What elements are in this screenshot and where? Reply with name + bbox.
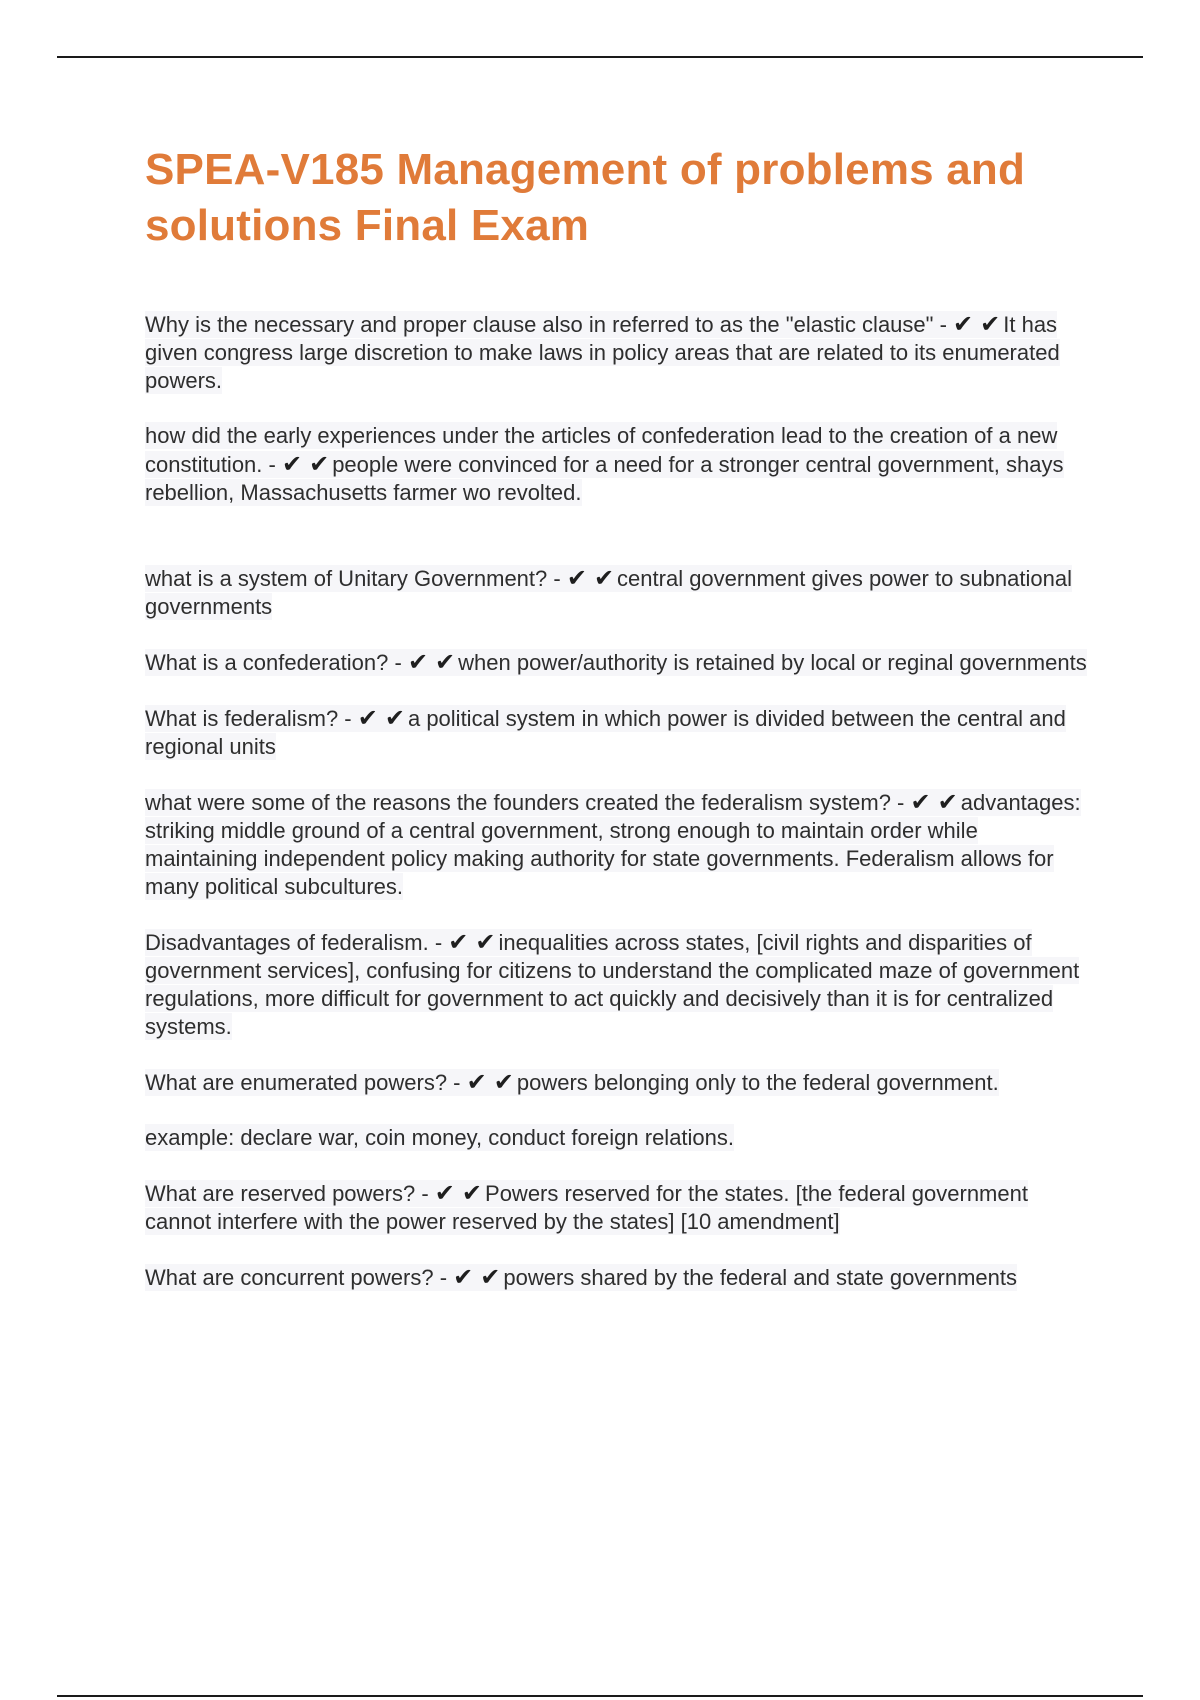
answer-text: central government gives power to subnational governments <box>145 566 1072 619</box>
answer-text: people were convinced for a need for a stronger central government, shays rebellion, Massachusetts farmer wo revolted. <box>145 452 1064 505</box>
qa-entry <box>145 788 1090 901</box>
question-text: What are reserved powers? - <box>145 1181 429 1206</box>
check-icon: ✔ <box>493 1068 514 1096</box>
answer-text: advantages: striking middle ground of a central government, strong enough to maintain order while maintaining independent policy making authority for state governments. Federalism allows for many political subcultures. <box>145 790 1081 899</box>
question-text: Why is the necessary and proper clause also in referred to as the "elastic clause" - <box>145 312 947 337</box>
qa-entry <box>145 928 1090 1041</box>
check-icon: ✔ <box>407 648 429 676</box>
answer-text: when power/authority is retained by local or reginal governments <box>458 650 1087 675</box>
document-body <box>145 142 1090 1319</box>
check-icon: ✔ <box>281 450 303 478</box>
qa-entry <box>145 1068 1090 1097</box>
qa-entry-example <box>145 1124 1090 1152</box>
question-text: how did the early experiences under the articles of confederation lead to the creation of a new constitution. - <box>145 423 1058 477</box>
qa-entry <box>145 564 1090 621</box>
qa-entry <box>145 1179 1090 1236</box>
check-icon: ✔ <box>475 928 496 956</box>
check-icon: ✔ <box>593 564 615 592</box>
check-icon: ✔ <box>910 788 931 816</box>
document-title: SPEA-V185 Management of problems and solutions Final Exam <box>145 145 1026 250</box>
question-text: What is a confederation? - <box>145 650 402 675</box>
question-text: what is a system of Unitary Government? - <box>145 566 561 591</box>
check-icon: ✔ <box>937 788 958 816</box>
qa-entry <box>145 310 1090 395</box>
answer-text: powers shared by the federal and state governments <box>503 1265 1018 1290</box>
check-icon: ✔ <box>953 310 974 338</box>
check-icon: ✔ <box>384 704 405 732</box>
answer-text: powers belonging only to the federal government. <box>516 1070 999 1095</box>
check-icon: ✔ <box>434 1179 455 1207</box>
check-icon: ✔ <box>461 1179 483 1207</box>
question-text: what were some of the reasons the founders created the federalism system? - <box>145 790 905 815</box>
top-divider <box>57 56 1143 58</box>
check-icon: ✔ <box>309 450 330 478</box>
check-icon: ✔ <box>448 928 469 956</box>
question-text: What is federalism? - <box>145 706 352 731</box>
answer-text: example: declare war, coin money, conduct foreign relations. <box>145 1125 735 1150</box>
check-icon: ✔ <box>980 310 1001 338</box>
bottom-divider <box>57 1695 1143 1697</box>
question-text: Disadvantages of federalism. - <box>145 930 443 955</box>
answer-text: a political system in which power is divided between the central and regional units <box>145 706 1066 759</box>
answer-text: inequalities across states, [civil rights and disparities of government services], confusing for citizens to understand the complicated maze of government regulations, more difficult for government to act quickly and decisively than it is for centralized systems. <box>145 930 1080 1039</box>
check-icon: ✔ <box>453 1263 474 1291</box>
qa-entry <box>145 648 1090 677</box>
answer-text: It has given congress large discretion to make laws in policy areas that are related to its enumerated powers. <box>145 312 1060 393</box>
check-icon: ✔ <box>466 1068 487 1096</box>
question-text: What are enumerated powers? - <box>145 1070 461 1095</box>
check-icon: ✔ <box>357 704 378 732</box>
question-text: What are concurrent powers? - <box>145 1265 448 1290</box>
qa-entry <box>145 422 1090 507</box>
qa-entry <box>145 1263 1090 1292</box>
check-icon: ✔ <box>480 1263 501 1291</box>
check-icon: ✔ <box>566 564 587 592</box>
answer-text: Powers reserved for the states. [the federal government cannot interfere with the power reserved by the states] [10 amendment] <box>145 1181 1028 1234</box>
check-icon: ✔ <box>435 648 456 676</box>
qa-entry <box>145 704 1090 761</box>
